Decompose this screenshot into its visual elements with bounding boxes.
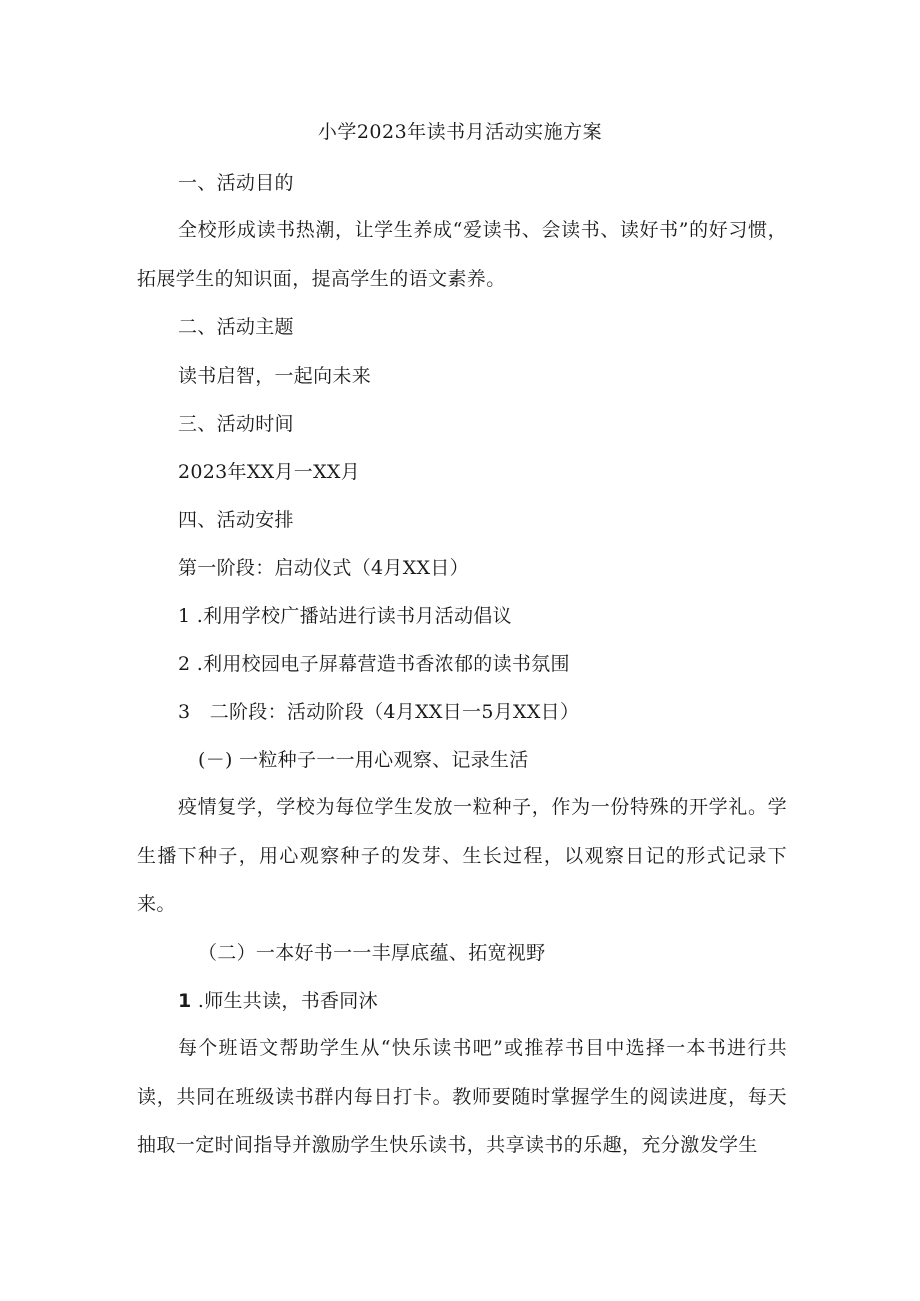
document-title: 小学2023年读书月活动实施方案 (317, 121, 603, 143)
point-number: 1 (178, 990, 192, 1012)
point-text: .师生共读，书香同沐 (191, 990, 378, 1012)
section-heading-arrangement: 四、活动安排 (178, 509, 294, 531)
section-body-theme: 读书启智，一起向未来 (178, 365, 372, 387)
section-body-purpose: 全校形成读书热潮，让学生养成“爱读书、会读书、读好书”的好习惯，拓展学生的知识面，提高学生的语文素养。 (137, 219, 787, 290)
list-item: 2 .利用校园电子屏幕营造书香浓郁的读书氛围 (178, 653, 570, 675)
point-heading-shared-reading (178, 986, 378, 1016)
section-heading-purpose: 一、活动目的 (178, 172, 294, 194)
point-body-shared-reading: 每个班语文帮助学生从“快乐读书吧”或推荐书目中选择一本书进行共读，共同在班级读书群内每日打卡。教师要随时掌握学生的阅读进度，每天抽取一定时间指导并激励学生快乐读书，共享读书的乐趣，充分激发学生 (137, 1037, 787, 1156)
subsection-body-seed: 疫情复学，学校为每位学生发放一粒种子，作为一份特殊的开学礼。学生播下种子，用心观察种子的发芽、生长过程，以观察日记的形式记录下来。 (137, 796, 787, 915)
section-heading-time: 三、活动时间 (178, 413, 294, 435)
subsection-heading-book: （二）一本好书一一丰厚底蕴、拓宽视野 (198, 942, 546, 964)
section-heading-theme: 二、活动主题 (178, 316, 294, 338)
stage-two-heading: 3 二阶段：活动阶段（4月XX日一5月XX日） (178, 701, 580, 723)
section-body-time: 2023年XX月一XX月 (178, 461, 361, 483)
stage-one-heading: 第一阶段：启动仪式（4月XX日） (178, 557, 469, 579)
list-item: 1 .利用学校广播站进行读书月活动倡议 (178, 605, 512, 627)
subsection-heading-seed: (－) 一粒种子一一用心观察、记录生活 (198, 749, 529, 771)
